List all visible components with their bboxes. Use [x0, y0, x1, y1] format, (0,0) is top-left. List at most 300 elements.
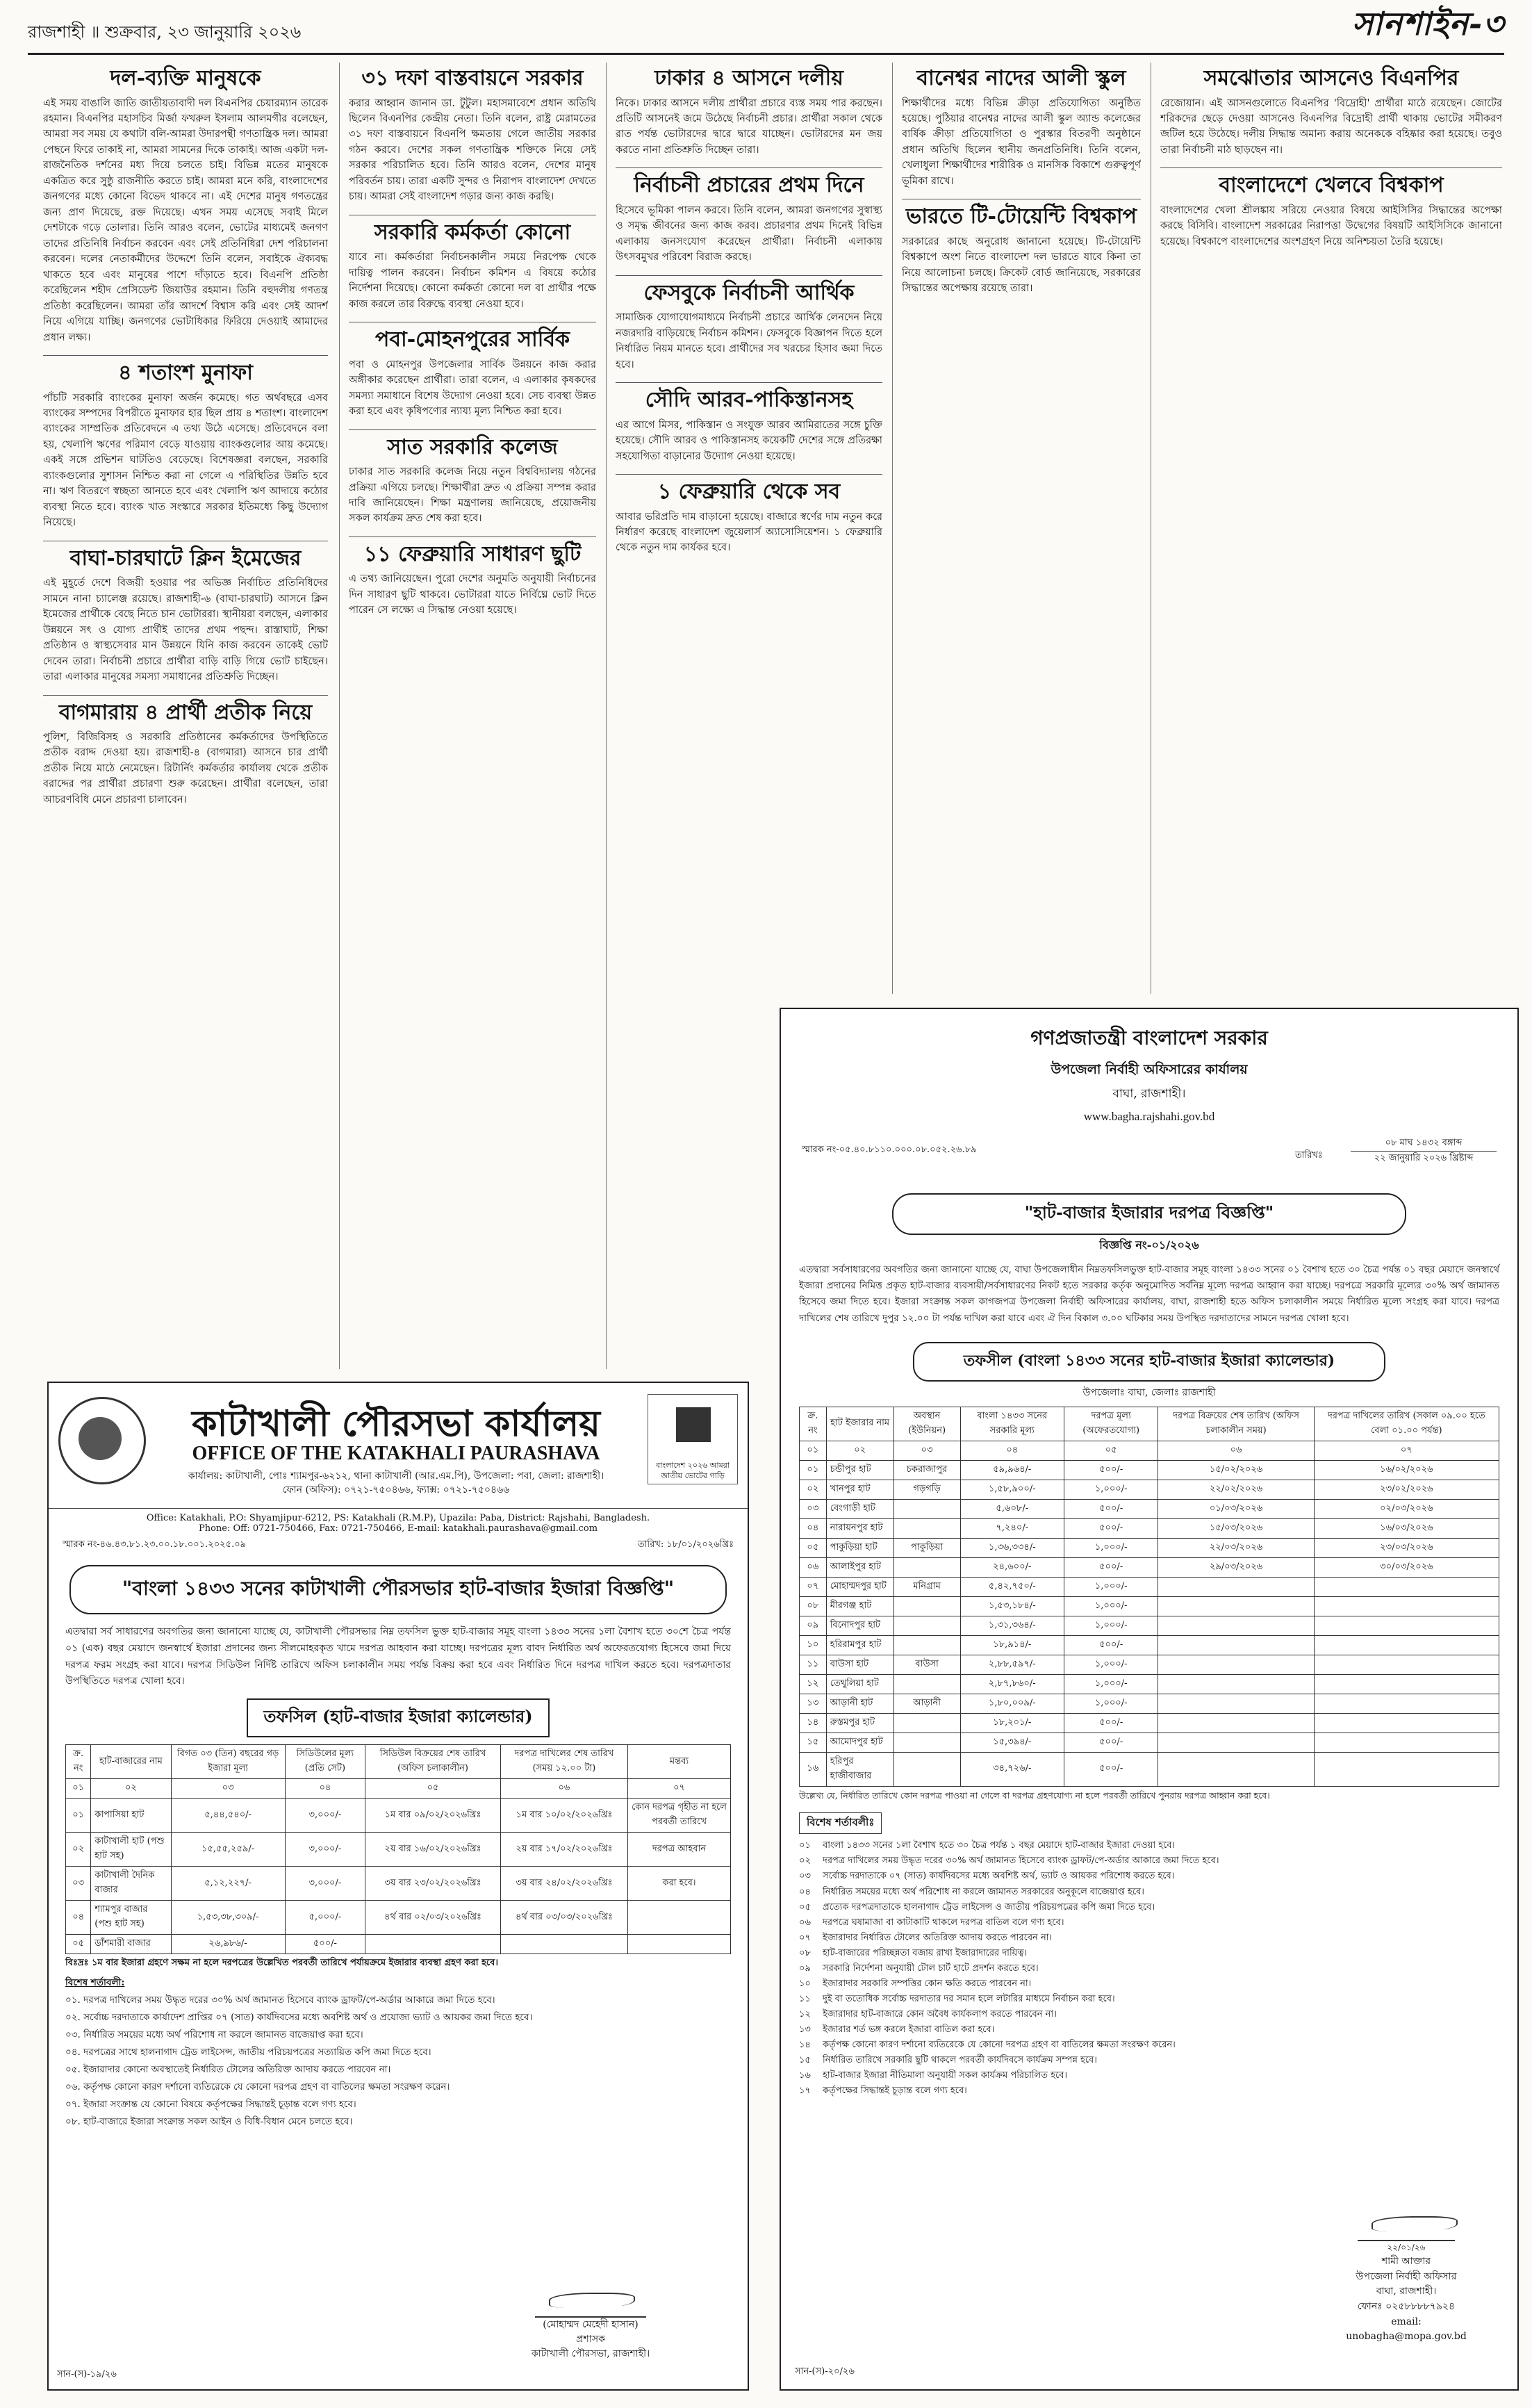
signature-date: ২২/০১/২৬ — [1387, 2243, 1426, 2253]
table-header-cell: সিডিউলের মূল্য (প্রতি সেট) — [285, 1745, 365, 1779]
news-article — [349, 434, 596, 527]
table-cell — [1314, 1616, 1499, 1635]
table-cell: শ্যামপুর বাজার (পশু হাট সহ) — [91, 1901, 171, 1935]
election-badge — [648, 1394, 738, 1484]
table-cell — [1158, 1616, 1314, 1635]
table-cell: ৫০০/- — [1064, 1713, 1158, 1733]
table-cell: ০২ — [800, 1480, 827, 1499]
table-cell: ০১ — [800, 1460, 827, 1480]
table-cell: ১৫/০৩/২০২৬ — [1158, 1518, 1314, 1538]
term-text: নির্ধারিত তারিখে সরকারি ছুটি থাকলে পরবর্তী কার্যদিবসে কার্যক্রম সম্পন্ন হবে। — [823, 2055, 1097, 2066]
table-cell: ডাঁশমারী বাজার — [91, 1935, 171, 1954]
table-cell: ১,০০০/- — [1064, 1538, 1158, 1557]
memo-line — [781, 1136, 1517, 1181]
article-body: সামাজিক যোগাযোগমাধ্যমে নির্বাচনী প্রচারে আর্থিক লেনদেন নিয়ে নজরদারি বাড়িয়েছে নির্বাচন কমিশন। ফেসবুকে বিজ্ঞাপন দিতে হলে নির্ধারিত নিয়ম মানতে হবে। প্রার্থীদের সব খরচের হিসাব জমা দিতে হবে। — [616, 312, 882, 370]
table-cell: ১,০০০/- — [1064, 1655, 1158, 1674]
date-english: ২২ জানুয়ারি ২০২৬ খ্রিষ্টাব্দ — [1374, 1152, 1474, 1163]
office-name: উপজেলা নির্বাহী অফিসারের কার্যালয় — [1051, 1062, 1248, 1077]
table-header-cell: ক্র. নং — [800, 1407, 827, 1441]
article-body: পুলিশ, বিজিবিসহ ও সরকারি প্রতিষ্ঠানের কর্মকর্তাদের উপস্থিতিতে প্রতীক বরাদ্দ দেওয়া হয়। রাজশাহী-৪ (বাগমারা) আসনে চার প্রার্থী প্রতীক নিয়ে মাঠে নেমেছেন। রিটার্নিং কর্মকর্তার কার্যালয় থেকে প্রতীক বরাদ্দের পর প্রার্থীরা প্রচারণা শুরু করেছেন। প্রার্থীরা বলেছেন, তারা আচরণবিধি মেনে প্রচারণা চালাবেন। — [43, 732, 328, 805]
table-cell: ২,৮৮,৫৯৭/- — [960, 1655, 1064, 1674]
news-article — [616, 387, 882, 464]
term-number: ০৮ — [799, 1947, 811, 1958]
table-cell — [365, 1935, 501, 1954]
schedule-table — [65, 1744, 731, 1954]
term-item — [799, 2038, 1499, 2052]
table-row — [800, 1596, 1499, 1616]
column-divider — [606, 63, 607, 1369]
table-cell — [893, 1752, 960, 1786]
bagha-tender-notice — [780, 1008, 1519, 2391]
table-cell: ৫০০/- — [1064, 1557, 1158, 1577]
news-article — [616, 65, 882, 158]
office-address — [153, 1469, 639, 1498]
article-headline: সরকারি কর্মকর্তা কোনো — [374, 220, 571, 245]
article-body: করার আহ্বান জানান ডা. টুটুল। মহাসমাবেশে প্রধান অতিথি ছিলেন বিএনপির কেন্দ্রীয় নেতা। তিনি বলেন, রাষ্ট্র মেরামতের ৩১ দফা বাস্তবায়নে বিএনপি ক্ষমতায় গেলে জাতীয় সরকার গঠন করবে। দেশের সকল গণতান্ত্রিক শক্তিকে নিয়ে সেই সরকার পরিচালিত হবে। তিনি আরও বলেন, দেশের মানুষ পরিবর্তন চায়। তারা একটি সুন্দর ও নিরাপদ বাংলাদেশ দেখতে চায়। আমরা সেই বাংলাদেশ গড়ার জন্য কাজ করছি। — [349, 97, 596, 203]
news-column-4 — [902, 63, 1141, 994]
table-header-cell: দরপত্র বিক্রয়ের শেষ তারিখ (অফিস চলাকালীন সময়) — [1158, 1407, 1314, 1441]
table-cell — [1158, 1713, 1314, 1733]
news-column-1 — [43, 63, 328, 1369]
article-headline: বানেশ্বর নাদের আলী স্কুল — [916, 66, 1126, 90]
article-body: পবা ও মোহনপুর উপজেলার সার্বিক উন্নয়নে কাজ করার অঙ্গীকার করেছেন প্রার্থীরা। তারা বলেন, এ এলাকার কৃষকদের সমস্যা সমাধানে বিশেষ উদ্যোগ নেওয়া হবে। সেচ ব্যবস্থা উন্নত করা হবে এবং কৃষিপণ্যের ন্যায্য মূল্য নিশ্চিত করা হবে। — [349, 359, 596, 418]
table-header-cell: বিগত ০৩ (তিন) বছরের গড় ইজারা মূল্য — [171, 1745, 285, 1779]
table-cell: ৪র্থ বার ০৩/০৩/২০২৬খ্রিঃ — [500, 1901, 627, 1935]
news-article — [43, 700, 328, 808]
table-cell: ৩য় বার ২৩/০২/২০২৬খ্রিঃ — [365, 1867, 501, 1901]
table-cell: ২৪,৬০০/- — [960, 1557, 1064, 1577]
table-cell: ১,৮০,০০৯/- — [960, 1694, 1064, 1713]
terms-list — [49, 1972, 748, 2133]
article-body: শিক্ষার্থীদের মধ্যে বিভিন্ন ক্রীড়া প্রতিযোগিতা অনুষ্ঠিত হয়েছে। পুঠিয়ার বানেশ্বর নাদের আলী স্কুল অ্যান্ড কলেজের বার্ষিক ক্রীড়া প্রতিযোগিতা ও পুরস্কার বিতরণী অনুষ্ঠানে প্রধান অতিথি ছিলেন স্থানীয় জনপ্রতিনিধি। তিনি বলেন, খেলাধুলা শিক্ষার্থীদের শারীরিক ও মানসিক বিকাশে গুরুত্বপূর্ণ ভূমিকা রাখে। — [902, 97, 1141, 187]
table-cell — [893, 1733, 960, 1752]
table-cell: ০৩ — [171, 1779, 285, 1799]
table-cell: তেথুলিয়া হাট — [826, 1674, 893, 1694]
table-cell: ০১/০৩/২০২৬ — [1158, 1499, 1314, 1518]
table-cell: ০১ — [800, 1441, 827, 1460]
table-cell: ১,০০০/- — [1064, 1577, 1158, 1596]
table-cell: ১,০০০/- — [1064, 1616, 1158, 1635]
notice-heading: "বাংলা ১৪৩৩ সনের কাটাখালী পৌরসভার হাট-বাজার ইজারা বিজ্ঞপ্তি" — [69, 1565, 727, 1614]
signer-title: উপজেলা নির্বাহী অফিসার — [1356, 2270, 1457, 2282]
term-number: ১২ — [799, 2008, 811, 2020]
date-label: তারিখঃ — [1295, 1150, 1323, 1161]
table-cell — [1314, 1752, 1499, 1786]
term-item — [799, 1931, 1499, 1945]
term-number: ১৩ — [799, 2024, 811, 2035]
table-cell — [628, 1901, 731, 1935]
table-cell: বাউসা হাট — [826, 1655, 893, 1674]
term-text: হাট-বাজার ইজারা নীতিমালা অনুযায়ী সকল কার্যক্রম পরিচালিত হবে। — [823, 2070, 1068, 2081]
term-number: ০৭ — [799, 1932, 811, 1943]
katakhali-tender-notice — [47, 1382, 749, 2391]
term-text: দরপত্র দাখিলের সময় উদ্ধৃত দরের ৩০% অর্থ জামানত হিসেবে ব্যাংক ড্রাফট/পে-অর্ডার আকারে জমা দিতে হবে। — [823, 1856, 1219, 1867]
table-cell: ০৭ — [628, 1779, 731, 1799]
table-cell: ১৩ — [800, 1694, 827, 1713]
table-cell: মোহাম্মদপুর হাট — [826, 1577, 893, 1596]
ad-code: সান-(স)-২০/২৬ — [795, 2366, 855, 2377]
signer-email[interactable]: email: unobagha@mopa.gov.bd — [1346, 2316, 1467, 2343]
table-cell: ০২ — [66, 1833, 91, 1867]
table-cell: হরিরামপুর হাট — [826, 1635, 893, 1655]
table-cell: ৫,১২,২২৭/- — [171, 1867, 285, 1901]
table-row — [800, 1577, 1499, 1596]
article-body: পাঁচটি সরকারি ব্যাংকের মুনাফা অর্জন কমেছে। গত অর্থবছরে এসব ব্যাংকের সম্পদের বিপরীতে মুনাফার হার ছিল প্রায় ৪ শতাংশ। বাংলাদেশ ব্যাংকের সাম্প্রতিক প্রতিবেদনে এ তথ্য উঠে এসেছে। প্রতিবেদনে বলা হয়, খেলাপি ঋণের পরিমাণ বেড়ে যাওয়ায় ব্যাংকগুলোর আয় কমেছে। একই সঙ্গে প্রভিশন ঘাটতিও বেড়েছে। বিশেষজ্ঞরা বলছেন, সরকারি ব্যাংকগুলোর সুশাসন নিশ্চিত করা না গেলে এ পরিস্থিতির উন্নতি হবে না। ঋণ বিতরণে স্বচ্ছতা আনতে হবে এবং খেলাপি ঋণ আদায়ে কঠোর ব্যবস্থা নিতে হবে। ব্যাংক খাত সংস্কারে সরকার ইতিমধ্যে কিছু উদ্যোগ নিয়েছে। — [43, 392, 328, 529]
term-item: ০১. দরপত্র দাখিলের সময় উদ্ধৃত দরের ৩০% অর্থ জামানত হিসেবে ব্যাংক ড্রাফট/পে-অর্ডার আকারে জমা দিতে হবে। — [65, 1995, 495, 2006]
table-cell: ১৬/০৩/২০২৬ — [1314, 1518, 1499, 1538]
term-number: ১৫ — [799, 2055, 811, 2066]
table-cell: ২২/০৩/২০২৬ — [1158, 1538, 1314, 1557]
news-column-5 — [1160, 63, 1502, 994]
term-text: ইজারাদার নির্ধারিত টোলের অতিরিক্ত আদায় করতে পারবেন না। — [823, 1932, 1053, 1943]
table-row — [66, 1799, 731, 1833]
table-cell — [1314, 1577, 1499, 1596]
news-article — [616, 479, 882, 556]
table-cell — [1314, 1635, 1499, 1655]
table-cell: ০৬ — [1158, 1441, 1314, 1460]
article-headline: নির্বাচনী প্রচারের প্রথম দিনে — [634, 173, 864, 198]
table-cell: আড়ানী — [893, 1694, 960, 1713]
table-cell: ০৩ — [800, 1499, 827, 1518]
table-header-cell: দরপত্র মূল্য (অফেরতযোগ্য) — [1064, 1407, 1158, 1441]
memo-date: তারিখ: ১৮/০১/২০২৬খ্রিঃ — [637, 1539, 734, 1550]
signer-office: কাটাখালী পৌরসভা, রাজশাহী। — [531, 2348, 650, 2359]
office-title-en: OFFICE OF THE KATAKHALI PAURASHAVA — [192, 1443, 600, 1464]
table-cell: আমোদপুর হাট — [826, 1733, 893, 1752]
table-header-row — [66, 1745, 731, 1779]
memo-line — [49, 1534, 748, 1557]
table-cell: ৫০০/- — [1064, 1518, 1158, 1538]
term-item — [799, 1976, 1499, 1991]
term-item — [799, 1869, 1499, 1883]
table-cell: ০৩ — [893, 1441, 960, 1460]
table-cell: বাউসা — [893, 1655, 960, 1674]
table-cell: ০৫ — [1064, 1441, 1158, 1460]
table-cell — [1314, 1596, 1499, 1616]
office-title-bn: কাটাখালী পৌরসভা কার্যালয় — [192, 1402, 600, 1445]
table-cell: ৩০/০৩/২০২৬ — [1314, 1557, 1499, 1577]
term-item — [799, 1838, 1499, 1853]
table-cell: ২৯/০৩/২০২৬ — [1158, 1557, 1314, 1577]
table-cell: ০২ — [826, 1441, 893, 1460]
table-cell: ২য় বার ১৭/০২/২০২৬খ্রিঃ — [500, 1833, 627, 1867]
table-cell: ১ম বার ০৯/০২/২০২৬খ্রিঃ — [365, 1799, 501, 1833]
table-cell: ০৪ — [960, 1441, 1064, 1460]
term-text: হাট-বাজারের পরিচ্ছন্নতা বজায় রাখা ইজারাদারের দায়িত্ব। — [823, 1947, 1028, 1958]
table-cell — [1314, 1694, 1499, 1713]
table-cell — [893, 1635, 960, 1655]
table-row — [800, 1538, 1499, 1557]
schedule-subtitle: উপজেলাঃ বাঘা, জেলাঃ রাজশাহী — [1082, 1386, 1216, 1398]
news-article — [349, 541, 596, 619]
table-cell: ০১ — [66, 1779, 91, 1799]
table-cell: ৩৪,৭২৬/- — [960, 1752, 1064, 1786]
signature-icon — [535, 2286, 646, 2318]
article-body: এ তথ্য জানিয়েছেন। পুরো দেশের অনুমতি অনুযায়ী নির্বাচনের দিন সাধারণ ছুটি থাকবে। ভোটাররা যাতে নির্বিঘ্নে ভোট দিতে পারেন সে লক্ষ্যে এ সিদ্ধান্ত নেওয়া হয়েছে। — [349, 573, 596, 616]
signer-phone: ফোনঃ ০২৫৮৮৮৮৭৯২৪ — [1357, 2300, 1456, 2312]
column-divider — [339, 63, 340, 1369]
schedule-table — [799, 1407, 1499, 1787]
table-cell: ৪র্থ বার ০২/০৩/২০২৬খ্রিঃ — [365, 1901, 501, 1935]
table-cell: ২৩/০৩/২০২৬ — [1314, 1538, 1499, 1557]
table-row — [800, 1655, 1499, 1674]
table-row — [800, 1460, 1499, 1480]
table-cell — [1158, 1694, 1314, 1713]
table-row — [800, 1713, 1499, 1733]
table-header-cell: দরপত্র দাখিলের শেষ তারিখ (সময় ১২.০০ টা) — [500, 1745, 627, 1779]
signature-icon — [1358, 2209, 1455, 2241]
memo-date — [1351, 1136, 1497, 1166]
signer-name: (মোহাম্মদ মেহেদী হাসান) — [543, 2319, 639, 2330]
table-row — [66, 1901, 731, 1935]
table-cell: ১৪ — [800, 1713, 827, 1733]
term-number: ১০ — [799, 1978, 811, 1989]
table-cell: ২,৮৭,৮৬০/- — [960, 1674, 1064, 1694]
table-cell — [1314, 1733, 1499, 1752]
news-article — [902, 65, 1141, 189]
term-item — [799, 1885, 1499, 1899]
term-text: ইজারাদার সরকারি সম্পত্তির কোন ক্ষতি করতে পারবেন না। — [823, 1978, 1032, 1989]
article-body: রেজোয়ান। এই আসনগুলোতে বিএনপির 'বিদ্রোহী' প্রার্থীরা মাঠে রয়েছেন। জোটের শরিকদের ছেড়ে দেওয়া আসনেও বিএনপির বিদ্রোহী প্রার্থী থাকায় ভোটের সমীকরণ জটিল হয়ে উঠেছে। দলীয় সিদ্ধান্ত অমান্য করায় অনেককে বহিষ্কার করা হয়েছে। তবুও তারা নির্বাচনী মাঠ ছাড়ছেন না। — [1160, 97, 1502, 156]
table-cell: বেংগাড়ী হাট — [826, 1499, 893, 1518]
table-cell — [500, 1935, 627, 1954]
table-cell: পাকুড়িয়া হাট — [826, 1538, 893, 1557]
term-number: ০৫ — [799, 1901, 811, 1913]
table-cell: ২য় বার ১৬/০২/২০২৬খ্রিঃ — [365, 1833, 501, 1867]
table-row — [66, 1833, 731, 1867]
term-text: নির্ধারিত সময়ের মধ্যে অর্থ পরিশোধ না করলে জামানত সরকারের অনুকূলে বাজেয়াপ্ত হবে। — [823, 1886, 1144, 1897]
table-cell: ৩,০০০/- — [285, 1833, 365, 1867]
table-cell: ১৬/০২/২০২৬ — [1314, 1460, 1499, 1480]
news-article — [349, 65, 596, 205]
article-body: এই মুহূর্তে দেশে বিজয়ী হওয়ার পর অভিজ্ঞ নির্বাচিত প্রতিনিধিদের সামনে নানা চ্যালেঞ্জ রয়েছে। রাজশাহী-৬ (বাঘা-চারঘাট) আসনে ক্লিন ইমেজের প্রার্থীকে বেছে নিতে চান ভোটাররা। স্থানীয়রা বলছেন, এলাকার উন্নয়নে সৎ ও যোগ্য প্রার্থীই তাদের প্রথম পছন্দ। রাস্তাঘাট, শিক্ষা প্রতিষ্ঠান ও স্বাস্থ্যসেবার মান উন্নয়নে যিনি কাজ করবেন তাকেই ভোট দেবেন তারা। নির্বাচনী প্রচারে প্রার্থীরা বাড়ি বাড়ি গিয়ে ভোট চাইছেন। তারা এলাকার মানুষের সমস্যা সমাধানের প্রতিশ্রুতি দিচ্ছেন। — [43, 578, 328, 683]
ballot-box-icon — [676, 1407, 711, 1442]
term-number: ১১ — [799, 1993, 811, 2004]
table-cell: বিনোদপুর হাট — [826, 1616, 893, 1635]
term-text: বাংলা ১৪৩৩ সনের ১লা বৈশাখ হতে ৩০ চৈত্র পর্যন্ত ১ বছর মেয়াদে হাট-বাজার ইজারা দেওয়া হবে। — [823, 1840, 1176, 1851]
table-cell: ৩য় বার ২৪/০২/২০২৬খ্রিঃ — [500, 1867, 627, 1901]
news-article — [616, 172, 882, 265]
term-item — [799, 2053, 1499, 2067]
article-headline: ভারতে টি-টোয়েন্টি বিশ্বকাপ — [906, 204, 1137, 229]
term-item: ০৬. কর্তৃপক্ষ কোনো কারণ দর্শানো ব্যতিরেকে যে কোনো দরপত্র গ্রহণ বা বাতিলের ক্ষমতা সংরক্ষণ করেন। — [65, 2081, 450, 2092]
table-cell: পাকুড়িয়া — [893, 1538, 960, 1557]
news-article — [43, 360, 328, 531]
table-cell: ৫০০/- — [1064, 1460, 1158, 1480]
table-row — [800, 1499, 1499, 1518]
table-cell: ০৭ — [1314, 1441, 1499, 1460]
term-number: ০৩ — [799, 1871, 811, 1882]
table-cell: ০৬ — [500, 1779, 627, 1799]
term-item — [799, 1915, 1499, 1930]
table-cell: ০২ — [91, 1779, 171, 1799]
table-header-cell: ক্র. নং — [66, 1745, 91, 1779]
term-item — [799, 2083, 1499, 2098]
table-cell: হরিপুর হাজীবাজার — [826, 1752, 893, 1786]
table-header-row — [800, 1407, 1499, 1441]
masthead-brand: সানশাইন-৩ — [1351, 5, 1504, 42]
term-item: ০৮. হাট-বাজারে ইজারা সংক্রান্ত সকল আইন ও বিধি-বিধান মেনে চলতে হবে। — [65, 2115, 353, 2127]
table-cell — [893, 1557, 960, 1577]
table-cell: ৭,২৪০/- — [960, 1518, 1064, 1538]
table-cell: ৫০০/- — [1064, 1752, 1158, 1786]
term-text: সরকারি নির্দেশনা অনুযায়ী টোল চার্ট হাটে প্রদর্শন করতে হবে। — [823, 1963, 1039, 1974]
table-header-cell: বাংলা ১৪৩৩ সনের সরকারি মূল্য — [960, 1407, 1064, 1441]
table-cell: রুস্তমপুর হাট — [826, 1713, 893, 1733]
table-cell: ১৫ — [800, 1733, 827, 1752]
article-headline: ঢাকার ৪ আসনে দলীয় — [654, 66, 843, 90]
article-headline: ১১ ফেব্রুয়ারি সাধারণ ছুটি — [363, 541, 582, 566]
table-cell: ২৬,৯৮৬/- — [171, 1935, 285, 1954]
table-cell: ৫০০/- — [1064, 1733, 1158, 1752]
address-en-block — [49, 1509, 748, 1534]
article-body: বাংলাদেশের খেলা শ্রীলঙ্কায় সরিয়ে নেওয়ার বিষয়ে আইসিসির সিদ্ধান্তের অপেক্ষা করছে বিসিবি। বাংলাদেশ সরকারের নিরাপত্তা উদ্বেগের বিষয়টি আইসিসিকে জানানো হয়েছে। বিশ্বকাপে বাংলাদেশের অংশগ্রহণ নিয়ে অনিশ্চয়তা তৈরি হয়েছে। — [1160, 204, 1502, 247]
table-row — [800, 1752, 1499, 1786]
article-body: ঢাকার সাত সরকারি কলেজ নিয়ে নতুন বিশ্ববিদ্যালয় গঠনের প্রক্রিয়া এগিয়ে চলছে। শিক্ষার্থীরা দ্রুত এ প্রক্রিয়া সম্পন্ন করার দাবি জানিয়েছেন। শিক্ষা মন্ত্রণালয় জানিয়েছে, প্রয়োজনীয় সকল কার্যক্রম দ্রুত শেষ করা হবে। — [349, 466, 596, 525]
terms-title: বিশেষ শর্তাবলীঃ — [799, 1812, 882, 1834]
table-row — [66, 1935, 731, 1954]
table-cell: করা হবে। — [628, 1867, 731, 1901]
table-cell: কাটাখালী হাট (পশু হাট সহ) — [91, 1833, 171, 1867]
table-cell — [893, 1596, 960, 1616]
table-cell: ১,৩১,৩৬৪/- — [960, 1616, 1064, 1635]
table-cell — [1158, 1752, 1314, 1786]
badge-text: বাংলাদেশ ২০২৬ আমরা জাতীয় ভোটের গাড়ি — [656, 1461, 730, 1480]
phone-bn: ফোন (অফিস): ০৭২১-৭৫০৪৬৬, ফ্যাক্স: ০৭২১-৭৫০৪৬৬ — [282, 1484, 510, 1496]
table-row — [800, 1616, 1499, 1635]
table-cell: ০৮ — [800, 1596, 827, 1616]
notice-header — [49, 1383, 748, 1509]
table-cell: ১৬ — [800, 1752, 827, 1786]
table-cell: ০৩ — [66, 1867, 91, 1901]
terms-list — [781, 1838, 1517, 2098]
contact-en: Phone: Off: 0721-750466, Fax: 0721-750466, E-mail: katakhali.paurashava@gmail.com — [198, 1523, 598, 1534]
terms-title: বিশেষ শর্তাবলী: — [65, 1977, 125, 1989]
table-cell: গড়গড়ি — [893, 1480, 960, 1499]
table-header-cell: হাট ইজারার নাম — [826, 1407, 893, 1441]
table-cell — [1158, 1655, 1314, 1674]
table-row — [800, 1518, 1499, 1538]
term-number: ০১ — [799, 1840, 811, 1851]
table-row — [66, 1867, 731, 1901]
table-cell: ০৪ — [66, 1901, 91, 1935]
term-item: ০২. সর্বোচ্চ দরদাতাকে কার্যাদেশ প্রাপ্তির ০৭ (সাত) কার্যদিবসের মধ্যে অবশিষ্ট অর্থ ও প্রযোজ্য ভ্যাট ও আয়কর জমা দিতে হবে। — [65, 2012, 533, 2024]
signer-title: প্রশাসক — [576, 2334, 605, 2345]
news-column-2 — [349, 63, 596, 1369]
article-body: হিসেবে ভূমিকা পালন করবে। তিনি বলেন, আমরা জনগণের সুস্বাস্থ্য ও সমৃদ্ধ জীবনের জন্য কাজ করব। প্রচারণার প্রথম দিনেই বিভিন্ন এলাকায় জনসংযোগ করেছেন প্রার্থীরা। নির্বাচনী এলাকায় উৎসবমুখর পরিবেশ বিরাজ করছে। — [616, 204, 882, 263]
table-cell — [1314, 1674, 1499, 1694]
term-number: ০৪ — [799, 1886, 811, 1897]
notice-header — [781, 1009, 1517, 1124]
table-cell — [893, 1713, 960, 1733]
office-website-link[interactable]: www.bagha.rajshahi.gov.bd — [1083, 1110, 1215, 1123]
table-cell: দরপত্র আহবান — [628, 1833, 731, 1867]
term-text: ইজারাদার হাট-বাজারে কোন অবৈধ কার্যকলাপ করতে পারবেন না। — [823, 2008, 1057, 2020]
table-cell: ১৮,২০১/- — [960, 1713, 1064, 1733]
table-cell: ০১ — [66, 1799, 91, 1833]
signer-name: শামী আক্তার — [1381, 2255, 1431, 2267]
term-item — [799, 1900, 1499, 1915]
term-text: ইজারার শর্ত ভঙ্গ করলে ইজারা বাতিল করা হবে। — [823, 2024, 995, 2035]
table-cell: ১ম বার ১০/০২/২০২৬খ্রিঃ — [500, 1799, 627, 1833]
date-bangla: ০৮ মাঘ ১৪৩২ বঙ্গাব্দ — [1351, 1136, 1497, 1152]
table-row — [800, 1480, 1499, 1499]
term-item: ০৫. ইজারাদার কোনো অবস্থাতেই নির্ধারিত টোলের অতিরিক্ত আদায় করতে পারবেন না। — [65, 2063, 391, 2075]
table-cell: কোন দরপত্র গৃহীত না হলে পরবর্তী তারিখে — [628, 1799, 731, 1833]
article-body: আবার ভরিপ্রতি দাম বাড়ানো হয়েছে। বাজারে স্বর্ণের দাম নতুন করে নির্ধারণ করেছে বাংলাদেশ জুয়েলার্স অ্যাসোসিয়েশন। ১ ফেব্রুয়ারি থেকে নতুন দাম কার্যকর হবে। — [616, 511, 882, 554]
table-header-cell: মন্তব্য — [628, 1745, 731, 1779]
term-item — [799, 1961, 1499, 1976]
article-headline: সাত সরকারি কলেজ — [387, 434, 558, 459]
news-article — [349, 327, 596, 419]
article-headline: বাগমারায় ৪ প্রার্থী প্রতীক নিয়ে — [58, 700, 313, 725]
term-item — [799, 2022, 1499, 2037]
table-header-cell: অবস্থান (ইউনিয়ন) — [893, 1407, 960, 1441]
table-cell: ০৪ — [285, 1779, 365, 1799]
term-text: কর্তৃপক্ষের সিদ্ধান্তই চূড়ান্ত বলে গণ্য হবে। — [823, 2086, 967, 2097]
table-cell: ৫০০/- — [1064, 1635, 1158, 1655]
term-text: দুই বা ততোধিক সর্বোচ্চ দরদাতার দর সমান হলে লটারির মাধ্যমে নির্বাচন করা হবে। — [823, 1993, 1115, 2004]
office-location: বাঘা, রাজশাহী। — [1112, 1087, 1186, 1101]
address-bn: কার্যালয়: কাটাখালী, পোঃ শ্যামপুর-৬২১২, থানা কাটাখালী (আর.এম.পি), উপজেলা: পবা, জেলা: রাজশাহী। — [188, 1471, 604, 1482]
signature-block — [493, 2286, 688, 2361]
table-cell: চন্ডীপুর হাট — [826, 1460, 893, 1480]
table-cell: ০৪ — [800, 1518, 827, 1538]
column-divider — [892, 63, 893, 994]
table-cell: ৩,০০০/- — [285, 1867, 365, 1901]
news-article — [1160, 172, 1502, 249]
table-cell: খানপুর হাট — [826, 1480, 893, 1499]
term-item — [799, 2007, 1499, 2022]
news-article — [1160, 65, 1502, 158]
table-cell: ১,৫৮,৯০০/- — [960, 1480, 1064, 1499]
article-body: নিকে। ঢাকার আসনে দলীয় প্রার্থীরা প্রচারে ব্যস্ত সময় পার করছেন। প্রতিটি আসনেই জমে উঠেছে নির্বাচনী প্রচার। প্রার্থীরা সকাল থেকে রাত পর্যন্ত ভোটারদের দ্বারে দ্বারে যাচ্ছেন। ভোটারদের মন জয় করতে নানা প্রতিশ্রুতি দিচ্ছেন তারা। — [616, 97, 882, 156]
table-cell: ০৯ — [800, 1616, 827, 1635]
table-cell: ৫৯,৯৬৪/- — [960, 1460, 1064, 1480]
article-headline: সৌদি আরব-পাকিস্তানসহ — [645, 388, 853, 413]
term-number: ১৭ — [799, 2086, 811, 2097]
table-cell: আলাইপুর হাট — [826, 1557, 893, 1577]
masthead-date: রাজশাহী ॥ শুক্রবার, ২৩ জানুয়ারি ২০২৬ — [28, 22, 302, 42]
table-cell: ৫,৪২,৭৫০/- — [960, 1577, 1064, 1596]
news-article — [616, 280, 882, 372]
table-cell: ১,৫৩,১৮৪/- — [960, 1596, 1064, 1616]
term-number: ০৬ — [799, 1917, 811, 1928]
table-cell — [1314, 1713, 1499, 1733]
ad-code: সান-(স)-১৯/২৬ — [57, 2369, 117, 2380]
table-note: বিঃদ্রঃ ১ম বার ইজারা গ্রহণে সক্ষম না হলে দরপত্রের উল্লেখিত পরবর্তী তারিখে পর্যায়ক্রমে ইজারার ব্যবস্থা গ্রহণ করা হবে। — [65, 1958, 499, 1969]
term-item — [799, 1853, 1499, 1868]
article-body: সরকারের কাছে অনুরোধ জানানো হয়েছে। টি-টোয়েন্টি বিশ্বকাপে অংশ নিতে বাংলাদেশ দল ভারতে যাবে কিনা তা নিয়ে আলোচনা চলছে। ক্রিকেট বোর্ড জানিয়েছে, সরকারের সিদ্ধান্তের অপেক্ষায় রয়েছে তারা। — [902, 236, 1141, 295]
table-header-cell: সিডিউল বিক্রয়ের শেষ তারিখ (অফিস চলাকালীন) — [365, 1745, 501, 1779]
signature-block — [1337, 2209, 1476, 2345]
article-headline: বাঘা-চারঘাটে ক্লিন ইমেজের — [69, 546, 302, 571]
table-cell: ১,০০০/- — [1064, 1694, 1158, 1713]
table-cell — [1158, 1674, 1314, 1694]
address-en: Office: Katakhali, P.O: Shyamjipur-6212, PS: Katakhali (R.M.P), Upazila: Paba, District: Rajshahi, Bangladesh. — [146, 1513, 650, 1523]
article-headline: ফেসবুকে নির্বাচনী আর্থিক — [643, 280, 855, 305]
term-item — [799, 1992, 1499, 2006]
table-row — [800, 1674, 1499, 1694]
article-body: এই সময় বাঙালি জাতি জাতীয়তাবাদী দল বিএনপির চেয়ারম্যান তারেক রহমান। বিএনপির মহাসচিব মির্জা ফখরুল ইসলাম আলমগীর বলেছেন, আমরা সব সময় যে কথাটা বলি-আমরা উদারপন্থী গণতান্ত্রিক দল। আমরা পেছনে ফিরে তাকাই না, আমরা সামনের দিকে তাকাই। আজ একটা দল-রাজনৈতিক দর্শনের মধ্য দিয়ে চলতে চাই। বিভিন্ন মতের মানুষকে একত্রিত করে সুষ্ঠু রাজনীতি করতে চাই। আমরা মনে করি, বাংলাদেশের জনগণের মধ্যে কোনো বিভেদ থাকবে না। এই দেশের মানুষ গণতন্ত্রের জন্য প্রাণ দিয়েছে, রক্ত দিয়েছে। এখন সময় এসেছে সবাই মিলে দেশটাকে গড়ে তোলার। তিনি আরও বলেন, ভোটের মাধ্যমেই জনগণ তাদের প্রতিনিধি নির্বাচন করবেন এবং সেই প্রতিনিধিরা দেশ পরিচালনা করবেন। দলের নেতাকর্মীদের উদ্দেশে তিনি বলেন, সবাইকে ঐক্যবদ্ধ থাকতে হবে এবং মানুষের পাশে দাঁড়াতে হবে। বিএনপি প্রতিষ্ঠা করেছিলেন শহীদ প্রেসিডেন্ট জিয়াউর রহমান। তিনি বহুদলীয় গণতন্ত্র প্রতিষ্ঠা করেছিলেন। আমরা তাঁর আদর্শে বিশ্বাস করি এবং সেই আদর্শ নিয়ে এগিয়ে যাচ্ছি। জনগণের ভোটাধিকার ফিরিয়ে দেওয়াই আমাদের প্রধান লক্ষ্য। — [43, 97, 328, 343]
table-cell: ৫,৬০৮/- — [960, 1499, 1064, 1518]
table-cell: ৫০০/- — [285, 1935, 365, 1954]
schedule-title: তফসীল (বাংলা ১৪৩৩ সনের হাট-বাজার ইজারা ক্যালেন্ডার) — [913, 1342, 1385, 1382]
notice-paragraph: এতদ্বারা সর্বসাধারণের অবগতির জন্য জানানো যাচ্ছে যে, বাঘা উপজেলাধীন নিম্নতফসিলভুক্ত হাট-বাজার সমূহ বাংলা ১৪৩৩ সনের ০১ বৈশাখ হতে ৩০ চৈত্র পর্যন্ত ০১ বছর মেয়াদে জনস্বার্থে ইজারা প্রদানের নিমিত্ত প্রকৃত হাট-বাজার ব্যবসায়ী/সর্বসাধারণের নিকট হতে সরকার কর্তৃক অনুমোদিত সর্বনিম্ন মূল্যে দরপত্র আহ্বান করা যাচ্ছে। দরপত্রে সরকারি মূল্যের ৩০% অর্থ জামানত হিসেবে জমা দিতে হবে। ইজারা সংক্রান্ত সকল কাগজপত্র উপজেলা নির্বাহী অফিসারের কার্যালয়, বাঘা, রাজশাহী হতে অফিস চলাকালীন সময়ে নির্ধারিত মূল্যে সংগ্রহ করা যাবে। দরপত্র দাখিলের শেষ তারিখে দুপুর ১২.০০ টা পর্যন্ত দাখিল করা যাবে এবং ঐ দিন বিকাল ৩.০০ ঘটিকার সময় উপস্থিত দরদাতাদের সামনে দরপত্র খোলা হবে। — [799, 1264, 1499, 1324]
table-row — [800, 1635, 1499, 1655]
term-number: ১৬ — [799, 2070, 811, 2081]
table-cell: কাপাসিয়া হাট — [91, 1799, 171, 1833]
